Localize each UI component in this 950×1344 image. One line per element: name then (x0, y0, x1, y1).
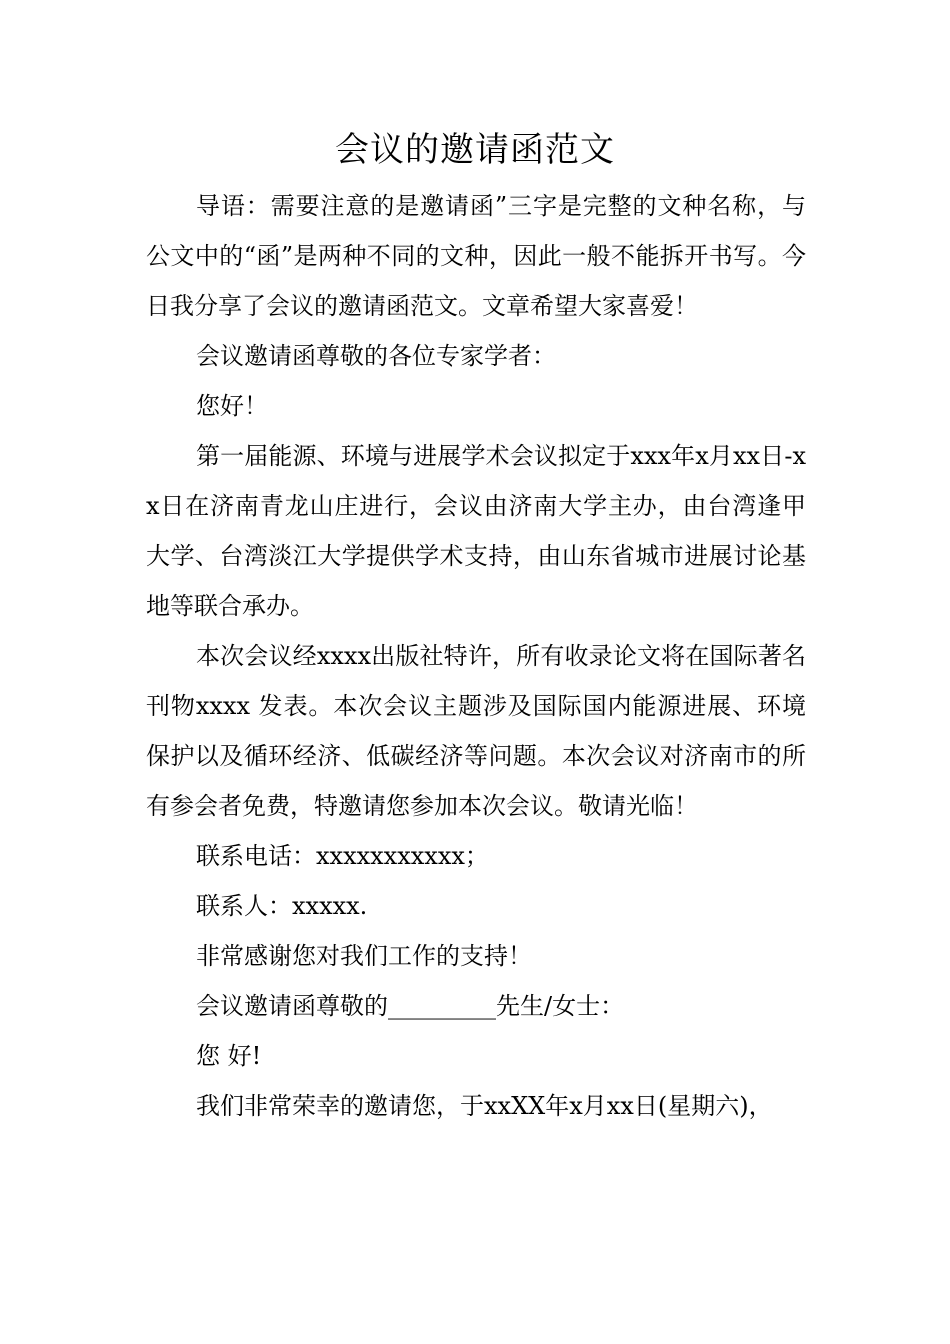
salutation-guest: 会议邀请函尊敬的_________先生/女士： (196, 992, 625, 1020)
invitation-paragraph: 我们非常荣幸的邀请您，于xxXX年x月xx日(星期六)， (196, 1092, 773, 1120)
salutation-experts: 会议邀请函尊敬的各位专家学者： (196, 342, 556, 370)
document-body (146, 181, 806, 1131)
conference-details-paragraph: 第一届能源、环境与进展学术会议拟定于xxx年x月xx日-xx日在济南青龙山庄进行，会议由济南大学主办，由台湾逢甲大学、台湾淡江大学提供学术支持，由山东省城市进展讨论基地等联合承办。 (146, 442, 806, 620)
contact-person: 联系人：xxxxx. (196, 892, 368, 920)
contact-phone: 联系电话：xxxxxxxxxxx； (196, 842, 489, 870)
greeting-second: 您 好! (196, 1042, 262, 1070)
document-title: 会议的邀请函范文 (335, 130, 615, 170)
thanks-line: 非常感谢您对我们工作的支持！ (196, 942, 532, 970)
intro-paragraph: 导语：需要注意的是邀请函”三字是完整的文种名称，与公文中的“函”是两种不同的文种，因此一般不能拆开书写。今日我分享了会议的邀请函范文。文章希望大家喜爱！ (146, 192, 806, 320)
publication-paragraph: 本次会议经xxxx出版社特许，所有收录论文将在国际著名刊物xxxx 发表。本次会议主题涉及国际国内能源进展、环境保护以及循环经济、低碳经济等问题。本次会议对济南市的所有参会者免费，特邀请您参加本次会议。敬请光临！ (146, 642, 806, 820)
greeting: 您好！ (196, 392, 268, 420)
